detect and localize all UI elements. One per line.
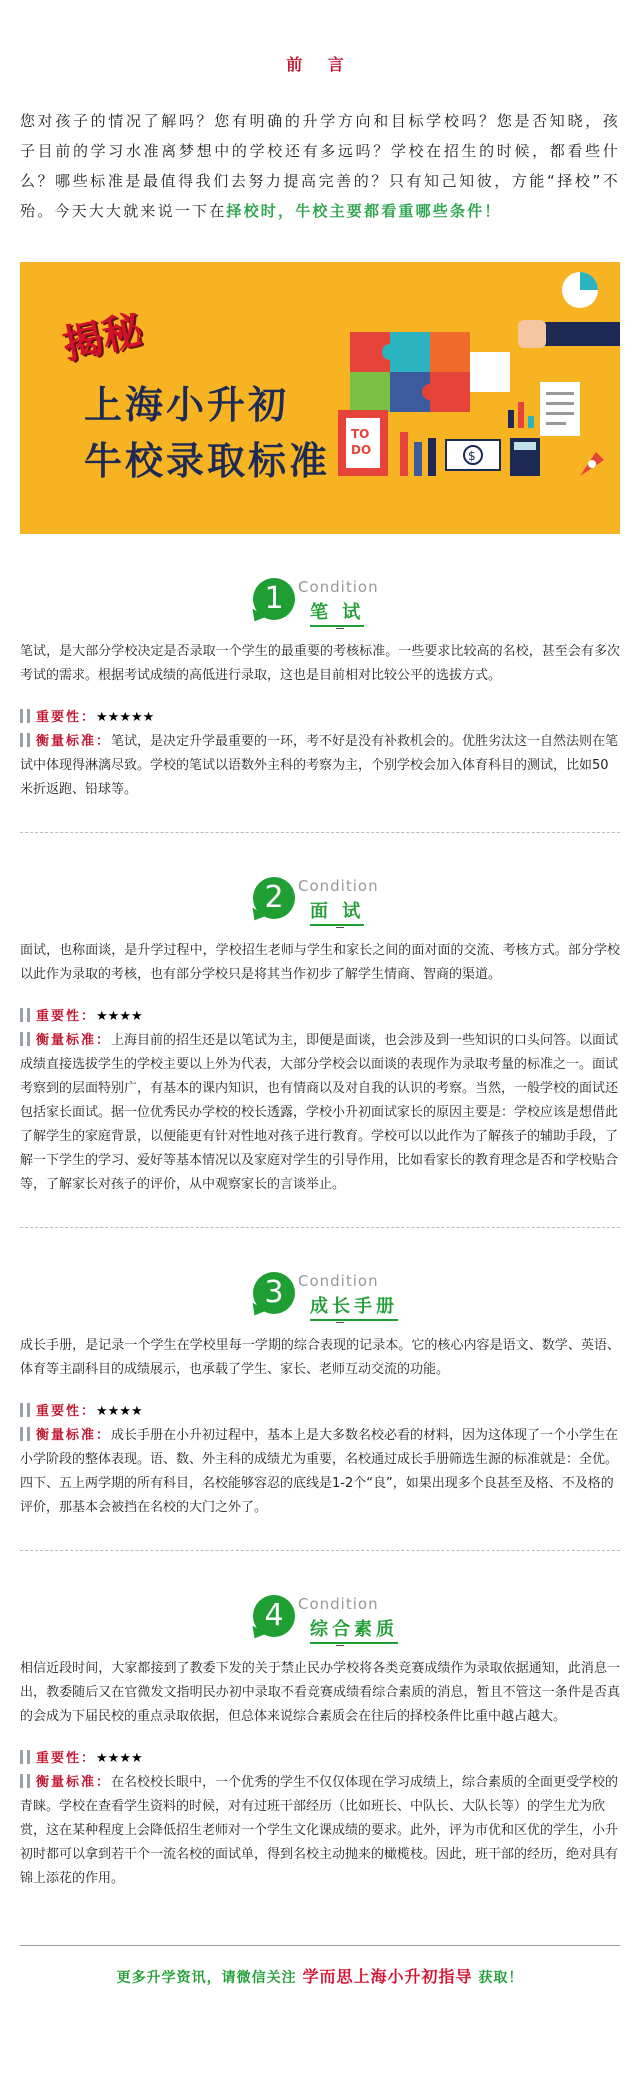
banner-title-line3: 牛校录取标准 <box>84 439 331 483</box>
measure-line <box>20 730 620 802</box>
footer-divider <box>20 1945 620 1946</box>
condition-rating <box>20 706 620 802</box>
condition-word: Condition <box>298 1272 379 1290</box>
puzzle-icon <box>350 332 510 412</box>
calculator-icon <box>510 438 540 476</box>
importance-line <box>20 1747 620 1771</box>
condition-header <box>0 871 640 935</box>
condition-header <box>0 572 640 636</box>
condition-description: 成长手册，是记录一个学生在学校里每一学期的综合表现的记录本。它的核心内容是语文、数学、英语、体育等主副科目的成绩展示，也承载了学生、家长、老师互动交流的功能。 <box>20 1338 620 1377</box>
condition-word: Condition <box>298 578 379 596</box>
footer-note <box>0 1964 640 1987</box>
condition-header <box>0 1266 640 1330</box>
rocket-icon <box>580 452 604 476</box>
divider-dash <box>336 927 344 928</box>
divider-dash <box>336 1645 344 1646</box>
section-separator <box>20 832 620 833</box>
condition-name: 面 试 <box>310 897 364 926</box>
footer-brand: 学而思上海小升初指导 <box>302 1967 473 1986</box>
measure-line <box>20 1029 620 1197</box>
condition-name: 成长手册 <box>310 1292 398 1321</box>
condition-number-badge: 3 <box>253 1272 295 1314</box>
bars-icon <box>20 1427 30 1441</box>
importance-label: 重要性： <box>36 1751 97 1766</box>
measure-text: 成长手册在小升初过程中，基本上是大多数名校必看的材料，因为这体现了一个小学生在小学阶段的整体表现。语、数、外主科的成绩尤为重要，名校通过成长手册筛选生源的标准就是：全优。四下、五上两学期的所有科目，名校能够容忍的底线是1-2个“良”，如果出现多个良甚至及格、不及格的评价，那基本会被挡在名校的大门之外了。 <box>20 1428 619 1515</box>
arm-icon <box>540 322 620 346</box>
condition-name: 笔 试 <box>310 598 364 627</box>
condition-word: Condition <box>298 1595 379 1613</box>
condition-description: 相信近段时间，大家都接到了教委下发的关于禁止民办学校将各类竞赛成绩作为录取依据通知，此消息一出，教委随后又在官微发文指明民办初中录取不看竞赛成绩看综合素质的消息，暂且不管这一条件是否真的会成为下届民校的重点录取依据，但总体来说综合素质会在往后的择校条件比重中越占越大。 <box>20 1661 620 1724</box>
intro-text: 您对孩子的情况了解吗？您有明确的升学方向和目标学校吗？您是否知晓，孩子目前的学习水准离梦想中的学校还有多远吗？学校在招生的时候，都看些什么？哪些标准是最值得我们去努力提高完善的？只有知己知彼，方能“择校”不殆。今天大大就来说一下在 <box>20 112 620 220</box>
bars-icon <box>20 1774 30 1788</box>
svg-text:TO: TO <box>351 427 370 441</box>
importance-label: 重要性： <box>36 1404 97 1419</box>
condition-number-badge: 2 <box>253 877 295 919</box>
svg-text:DO: DO <box>351 443 372 457</box>
importance-stars: ★★★★ <box>96 1009 143 1024</box>
bars-icon <box>20 1008 30 1022</box>
condition-section <box>0 572 640 833</box>
conditions-list <box>0 572 640 1891</box>
divider-dash <box>336 628 344 629</box>
intro-paragraph <box>20 106 620 226</box>
section-separator <box>20 1227 620 1228</box>
measure-label: 衡量标准： <box>36 1428 112 1443</box>
condition-rating <box>20 1747 620 1891</box>
banner-image <box>20 262 620 534</box>
condition-description: 笔试，是大部分学校决定是否录取一个学生的最重要的考核标准。一些要求比较高的名校，甚至会有多次考试的需求。根据考试成绩的高低进行录取，这也是目前相对比较公平的选拔方式。 <box>20 644 620 683</box>
preface-title: 前 言 <box>286 55 354 74</box>
bars-icon <box>20 1032 30 1046</box>
measure-label: 衡量标准： <box>36 1775 112 1790</box>
document-icon <box>540 382 580 436</box>
bars-icon <box>20 1750 30 1764</box>
measure-line <box>20 1771 620 1891</box>
banner-title-line2: 上海小升初 <box>84 383 290 427</box>
condition-section <box>0 1589 640 1891</box>
banner-title-reveal: 揭秘 <box>58 307 147 369</box>
intro-highlight: 择校时，牛校主要都看重哪些条件！ <box>226 202 502 220</box>
condition-section <box>0 871 640 1228</box>
importance-label: 重要性： <box>36 710 97 725</box>
footer-suffix: 获取！ <box>478 1970 524 1986</box>
measure-label: 衡量标准： <box>36 1033 112 1048</box>
condition-number-badge: 4 <box>253 1595 295 1637</box>
measure-text: 笔试，是决定升学最重要的一环，考不好是没有补救机会的。优胜劣汰这一自然法则在笔试中体现得淋漓尽致。学校的笔试以语数外主科的考察为主，个别学校会加入体育科目的测试，比如50米折返跑、铅球等。 <box>20 734 619 797</box>
bars-icon <box>20 709 30 723</box>
money-icon <box>446 440 500 470</box>
importance-stars: ★★★★ <box>96 1751 143 1766</box>
importance-label: 重要性： <box>36 1009 97 1024</box>
condition-section <box>0 1266 640 1551</box>
importance-stars: ★★★★ <box>96 1404 143 1419</box>
condition-number-badge: 1 <box>253 578 295 620</box>
condition-description: 面试，也称面谈，是升学过程中，学校招生老师与学生和家长之间的面对面的交流、考核方式。部分学校以此作为录取的考核，也有部分学校只是将其当作初步了解学生情商、智商的渠道。 <box>20 943 620 982</box>
pencil-icon <box>400 432 408 476</box>
footer-prefix: 更多升学资讯，请微信关注 <box>116 1970 297 1986</box>
measure-text: 在名校校长眼中，一个优秀的学生不仅仅体现在学习成绩上，综合素质的全面更受学校的青睐。学校在查看学生资料的时候，对有过班干部经历（比如班长、中队长、大队长等）的学生尤为欣赏，这在某种程度上会降低招生老师对一个学生文化课成绩的要求。此外，评为市优和区优的学生，小升初时都可以拿到若干个一流名校的面试单，得到名校主动抛来的橄榄枝。因此，班干部的经历，绝对具有锦上添花的作用。 <box>20 1775 619 1886</box>
pie-chart-icon <box>562 272 598 308</box>
bars-icon <box>20 1403 30 1417</box>
section-separator <box>20 1550 620 1551</box>
condition-word: Condition <box>298 877 379 895</box>
measure-line <box>20 1424 620 1520</box>
svg-text:$: $ <box>468 449 476 463</box>
importance-line <box>20 1005 620 1029</box>
condition-name: 综合素质 <box>310 1615 398 1644</box>
condition-rating <box>20 1005 620 1197</box>
condition-header <box>0 1589 640 1653</box>
banner-illustration <box>20 262 620 534</box>
bar-chart-icon <box>508 402 534 428</box>
todo-book-icon <box>338 410 388 476</box>
importance-line <box>20 706 620 730</box>
importance-stars: ★★★★★ <box>96 710 155 725</box>
divider-dash <box>336 1322 344 1323</box>
measure-label: 衡量标准： <box>36 734 112 749</box>
measure-text: 上海目前的招生还是以笔试为主，即便是面谈，也会涉及到一些知识的口头问答。以面试成绩直接选拔学生的学校主要以上外为代表，大部分学校会以面谈的表现作为录取考量的标准之一。面试考察到的层面特别广，有基本的课内知识，也有情商以及对自我的认识的考察。当然，一般学校的面试还包括家长面试。据一位优秀民办学校的校长透露，学校小升初面试家长的原因主要是：学校应该是想借此了解学生的家庭背景，以便能更有针对性地对孩子进行教育。学校可以以此作为了解孩子的辅助手段，了解一下学生的学习、爱好等基本情况以及家庭对学生的引导作用，比如看家长的教育理念是否和学校贴合等，了解家长对孩子的评价，从中观察家长的言谈举止。 <box>20 1033 619 1192</box>
importance-line <box>20 1400 620 1424</box>
condition-rating <box>20 1400 620 1520</box>
bars-icon <box>20 733 30 747</box>
